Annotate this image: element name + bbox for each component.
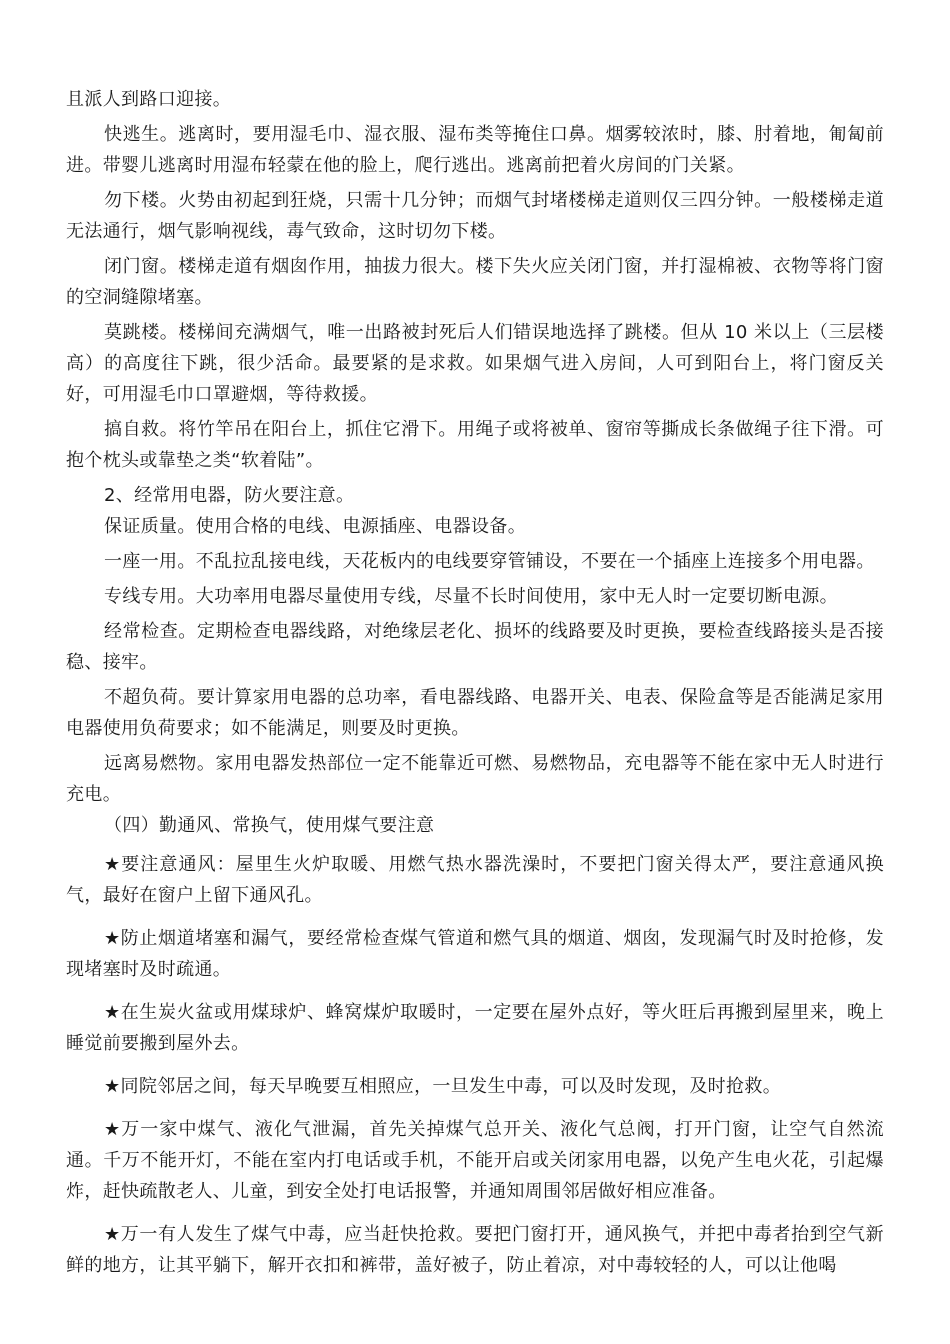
paragraph-regular-check: 经常检查。定期检查电器线路，对绝缘层老化、损坏的线路要及时更换，要检查线路接头是否接稳、接牢。	[66, 621, 884, 673]
bullet-stove-outdoors: ★在生炭火盆或用煤球炉、蜂窝煤炉取暖时，一定要在屋外点好，等火旺后再搬到屋里来，晚上睡觉前要搬到屋外去。	[66, 1002, 884, 1054]
bullet-ventilation: ★要注意通风：屋里生火炉取暖、用燃气热水器洗澡时，不要把门窗关得太严，要注意通风换气，最好在窗户上留下通风孔。	[66, 854, 884, 906]
paragraph-self-rescue: 搞自救。将竹竿吊在阳台上，抓住它滑下。用绳子或将被单、窗帘等撕成长条做绳子往下滑。可抱个枕头或靠垫之类“软着陆”。	[66, 419, 884, 471]
paragraph-escape-quickly: 快逃生。逃离时，要用湿毛巾、湿衣服、湿布类等掩住口鼻。烟雾较浓时，膝、肘着地，匍匐前进。带婴儿逃离时用湿布轻蒙在他的脸上，爬行逃出。逃离前把着火房间的门关紧。	[66, 124, 884, 176]
paragraph-no-jumping: 莫跳楼。楼梯间充满烟气，唯一出路被封死后人们错误地选择了跳楼。但从 10 米以上（三层楼高）的高度往下跳，很少活命。最要紧的是求救。如果烟气进入房间，人可到阳台上，将门窗反关好，可用湿毛巾口罩避烟，等待救援。	[66, 322, 884, 405]
paragraph-no-overload: 不超负荷。要计算家用电器的总功率，看电器线路、电器开关、电表、保险盒等是否能满足家用电器使用负荷要求；如不能满足，则要及时更换。	[66, 687, 884, 739]
paragraph-dedicated-line: 专线专用。大功率用电器尽量使用专线，尽量不长时间使用，家中无人时一定要切断电源。	[104, 586, 838, 607]
paragraph-one-socket: 一座一用。不乱拉乱接电线，天花板内的电线要穿管铺设，不要在一个插座上连接多个用电器。	[104, 551, 875, 572]
bullet-gas-leak: ★万一家中煤气、液化气泄漏，首先关掉煤气总开关、液化气总阀，打开门窗，让空气自然流通。千万不能开灯，不能在室内打电话或手机，不能开启或关闭家用电器，以免产生电火花，引起爆炸，赶快疏散老人、儿童，到安全处打电话报警，并通知周围邻居做好相应准备。	[66, 1119, 884, 1202]
section-heading-electrical: 2、经常用电器，防火要注意。	[104, 485, 355, 506]
bullet-flue-leak: ★防止烟道堵塞和漏气，要经常检查煤气管道和燃气具的烟道、烟囱，发现漏气时及时抢修，发现堵塞时及时疏通。	[66, 928, 884, 980]
bullet-neighbors: ★同院邻居之间，每天早晚要互相照应，一旦发生中毒，可以及时发现，及时抢救。	[104, 1076, 782, 1097]
paragraph-away-flammables: 远离易燃物。家用电器发热部位一定不能靠近可燃、易燃物品，充电器等不能在家中无人时进行充电。	[66, 753, 884, 805]
paragraph-no-downstairs: 勿下楼。火势由初起到狂烧，只需十几分钟；而烟气封堵楼梯走道则仅三四分钟。一般楼梯走道无法通行，烟气影响视线，毒气致命，这时切勿下楼。	[66, 190, 884, 242]
paragraph-quality: 保证质量。使用合格的电线、电源插座、电器设备。	[104, 516, 527, 537]
bullet-poisoning: ★万一有人发生了煤气中毒，应当赶快抢救。要把门窗打开，通风换气，并把中毒者抬到空气新鲜的地方，让其平躺下，解开衣扣和裤带，盖好被子，防止着凉，对中毒较轻的人，可以让他喝	[66, 1224, 884, 1276]
paragraph-close-windows: 闭门窗。楼梯走道有烟囱作用，抽拔力很大。楼下失火应关闭门窗，并打湿棉被、衣物等将门窗的空洞缝隙堵塞。	[66, 256, 884, 308]
paragraph-continuation: 且派人到路口迎接。	[66, 89, 232, 110]
document-body	[66, 84, 884, 1281]
section-heading-ventilation: （四）勤通风、常换气，使用煤气要注意	[104, 815, 435, 836]
